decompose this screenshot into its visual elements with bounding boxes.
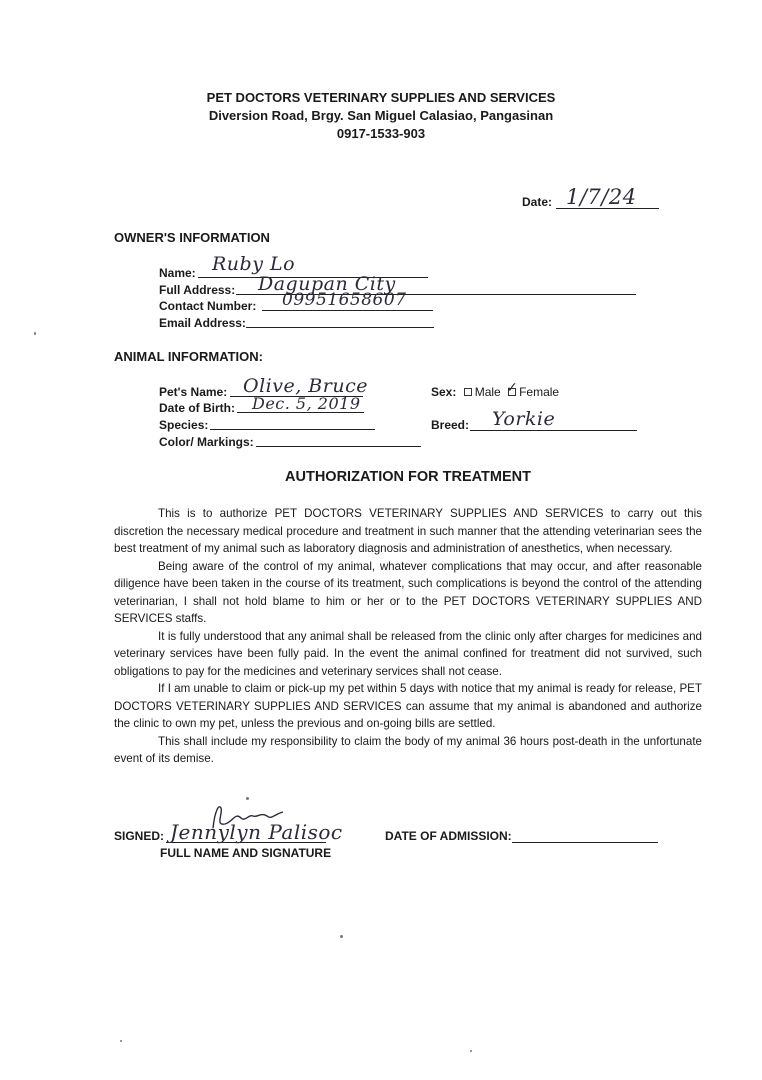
species-label: Species: <box>159 418 209 432</box>
sex-field <box>431 380 560 399</box>
animal-info-heading: ANIMAL INFORMATION: <box>114 349 263 364</box>
owner-address-label: Full Address: <box>159 283 236 297</box>
owner-email-label: Email Address: <box>159 316 246 330</box>
female-check-mark-icon: ✓ <box>506 380 518 396</box>
authorization-title: AUTHORIZATION FOR TREATMENT <box>285 469 531 485</box>
date-value: 1/7/24 <box>566 185 637 209</box>
male-option-label: Male <box>474 385 501 399</box>
breed-value: Yorkie <box>492 408 556 430</box>
dob-label: Date of Birth: <box>159 401 235 415</box>
scan-speck <box>120 1040 122 1042</box>
owner-contact-label: Contact Number: <box>159 299 257 313</box>
full-name-signature-caption: FULL NAME AND SIGNATURE <box>160 846 332 860</box>
admission-date-line <box>512 842 658 843</box>
male-checkbox[interactable] <box>464 388 472 396</box>
signature-scribble <box>205 802 295 832</box>
scan-speck <box>246 797 249 800</box>
color-markings-line <box>256 446 421 447</box>
signed-name-value: Jennylyn Palisoc <box>170 820 343 844</box>
female-checkbox[interactable] <box>506 380 518 396</box>
authorization-paragraph: Being aware of the control of my animal, whatever complications that may occur, and after reasonable diligence have been taken in the course of its treatment, such complications is beyond the control of the attending veterinarian, I shall not hold blame to him or her or to the PET DOCTORS VETERINARY SUPPLIES AND SERVICES staffs. <box>114 559 702 625</box>
scan-speck <box>470 1050 472 1052</box>
authorization-paragraph: This shall include my responsibility to claim the body of my animal 36 hours post-death in the unfortunate event of its demise. <box>114 734 702 765</box>
breed-line <box>470 430 637 431</box>
owner-name-label: Name: <box>159 266 196 280</box>
pet-name-value: Olive, Bruce <box>243 375 368 397</box>
owner-name-value: Ruby Lo <box>212 253 296 275</box>
species-line <box>210 429 375 430</box>
authorization-paragraph: If I am unable to claim or pick-up my pet within 5 days with notice that my animal is ready for release, PET DOCTORS VETERINARY SUPPLIES AND SERVICES can assume that my animal is abandoned and authorize the clinic to own my pet, unless the previous and on-going bills are settled. <box>114 682 702 730</box>
color-markings-label: Color/ Markings: <box>159 435 254 449</box>
scan-speck <box>34 332 36 335</box>
authorization-paragraph: This is to authorize PET DOCTORS VETERINARY SUPPLIES AND SERVICES to carry out this discretion the necessary medical procedure and treatment in such manner that the attending veterinarian sees the best treatment of my animal such as laboratory diagnosis and administration of anesthetics, when necessary. <box>114 507 702 555</box>
signed-label: SIGNED: <box>114 829 165 843</box>
clinic-name: PET DOCTORS VETERINARY SUPPLIES AND SERVICES <box>206 90 556 105</box>
admission-date-label: DATE OF ADMISSION: <box>385 829 512 843</box>
owner-address-value: Dagupan City <box>258 273 396 295</box>
owner-info-heading: OWNER'S INFORMATION <box>114 230 270 245</box>
owner-contact-value: 09951658607 <box>282 290 407 310</box>
authorization-body <box>114 505 702 768</box>
pet-name-label: Pet's Name: <box>159 385 228 399</box>
authorization-paragraph: It is fully understood that any animal shall be released from the clinic only after charges for medicines and veterinary services have been fully paid. In the event the animal confined for treatment did not survived, such obligations to pay for the medicines and veterinary services shall not cease. <box>114 629 702 678</box>
scan-speck <box>340 935 343 938</box>
sex-label: Sex: <box>431 385 457 399</box>
owner-email-line <box>246 327 434 328</box>
date-label: Date: <box>522 195 553 209</box>
dob-value: Dec. 5, 2019 <box>252 394 361 413</box>
breed-label: Breed: <box>431 418 470 432</box>
owner-contact-line <box>262 310 433 311</box>
female-option-label: Female <box>519 385 560 399</box>
clinic-phone: 0917-1533-903 <box>336 126 426 141</box>
clinic-address: Diversion Road, Brgy. San Miguel Calasiao, Pangasinan <box>208 108 554 123</box>
